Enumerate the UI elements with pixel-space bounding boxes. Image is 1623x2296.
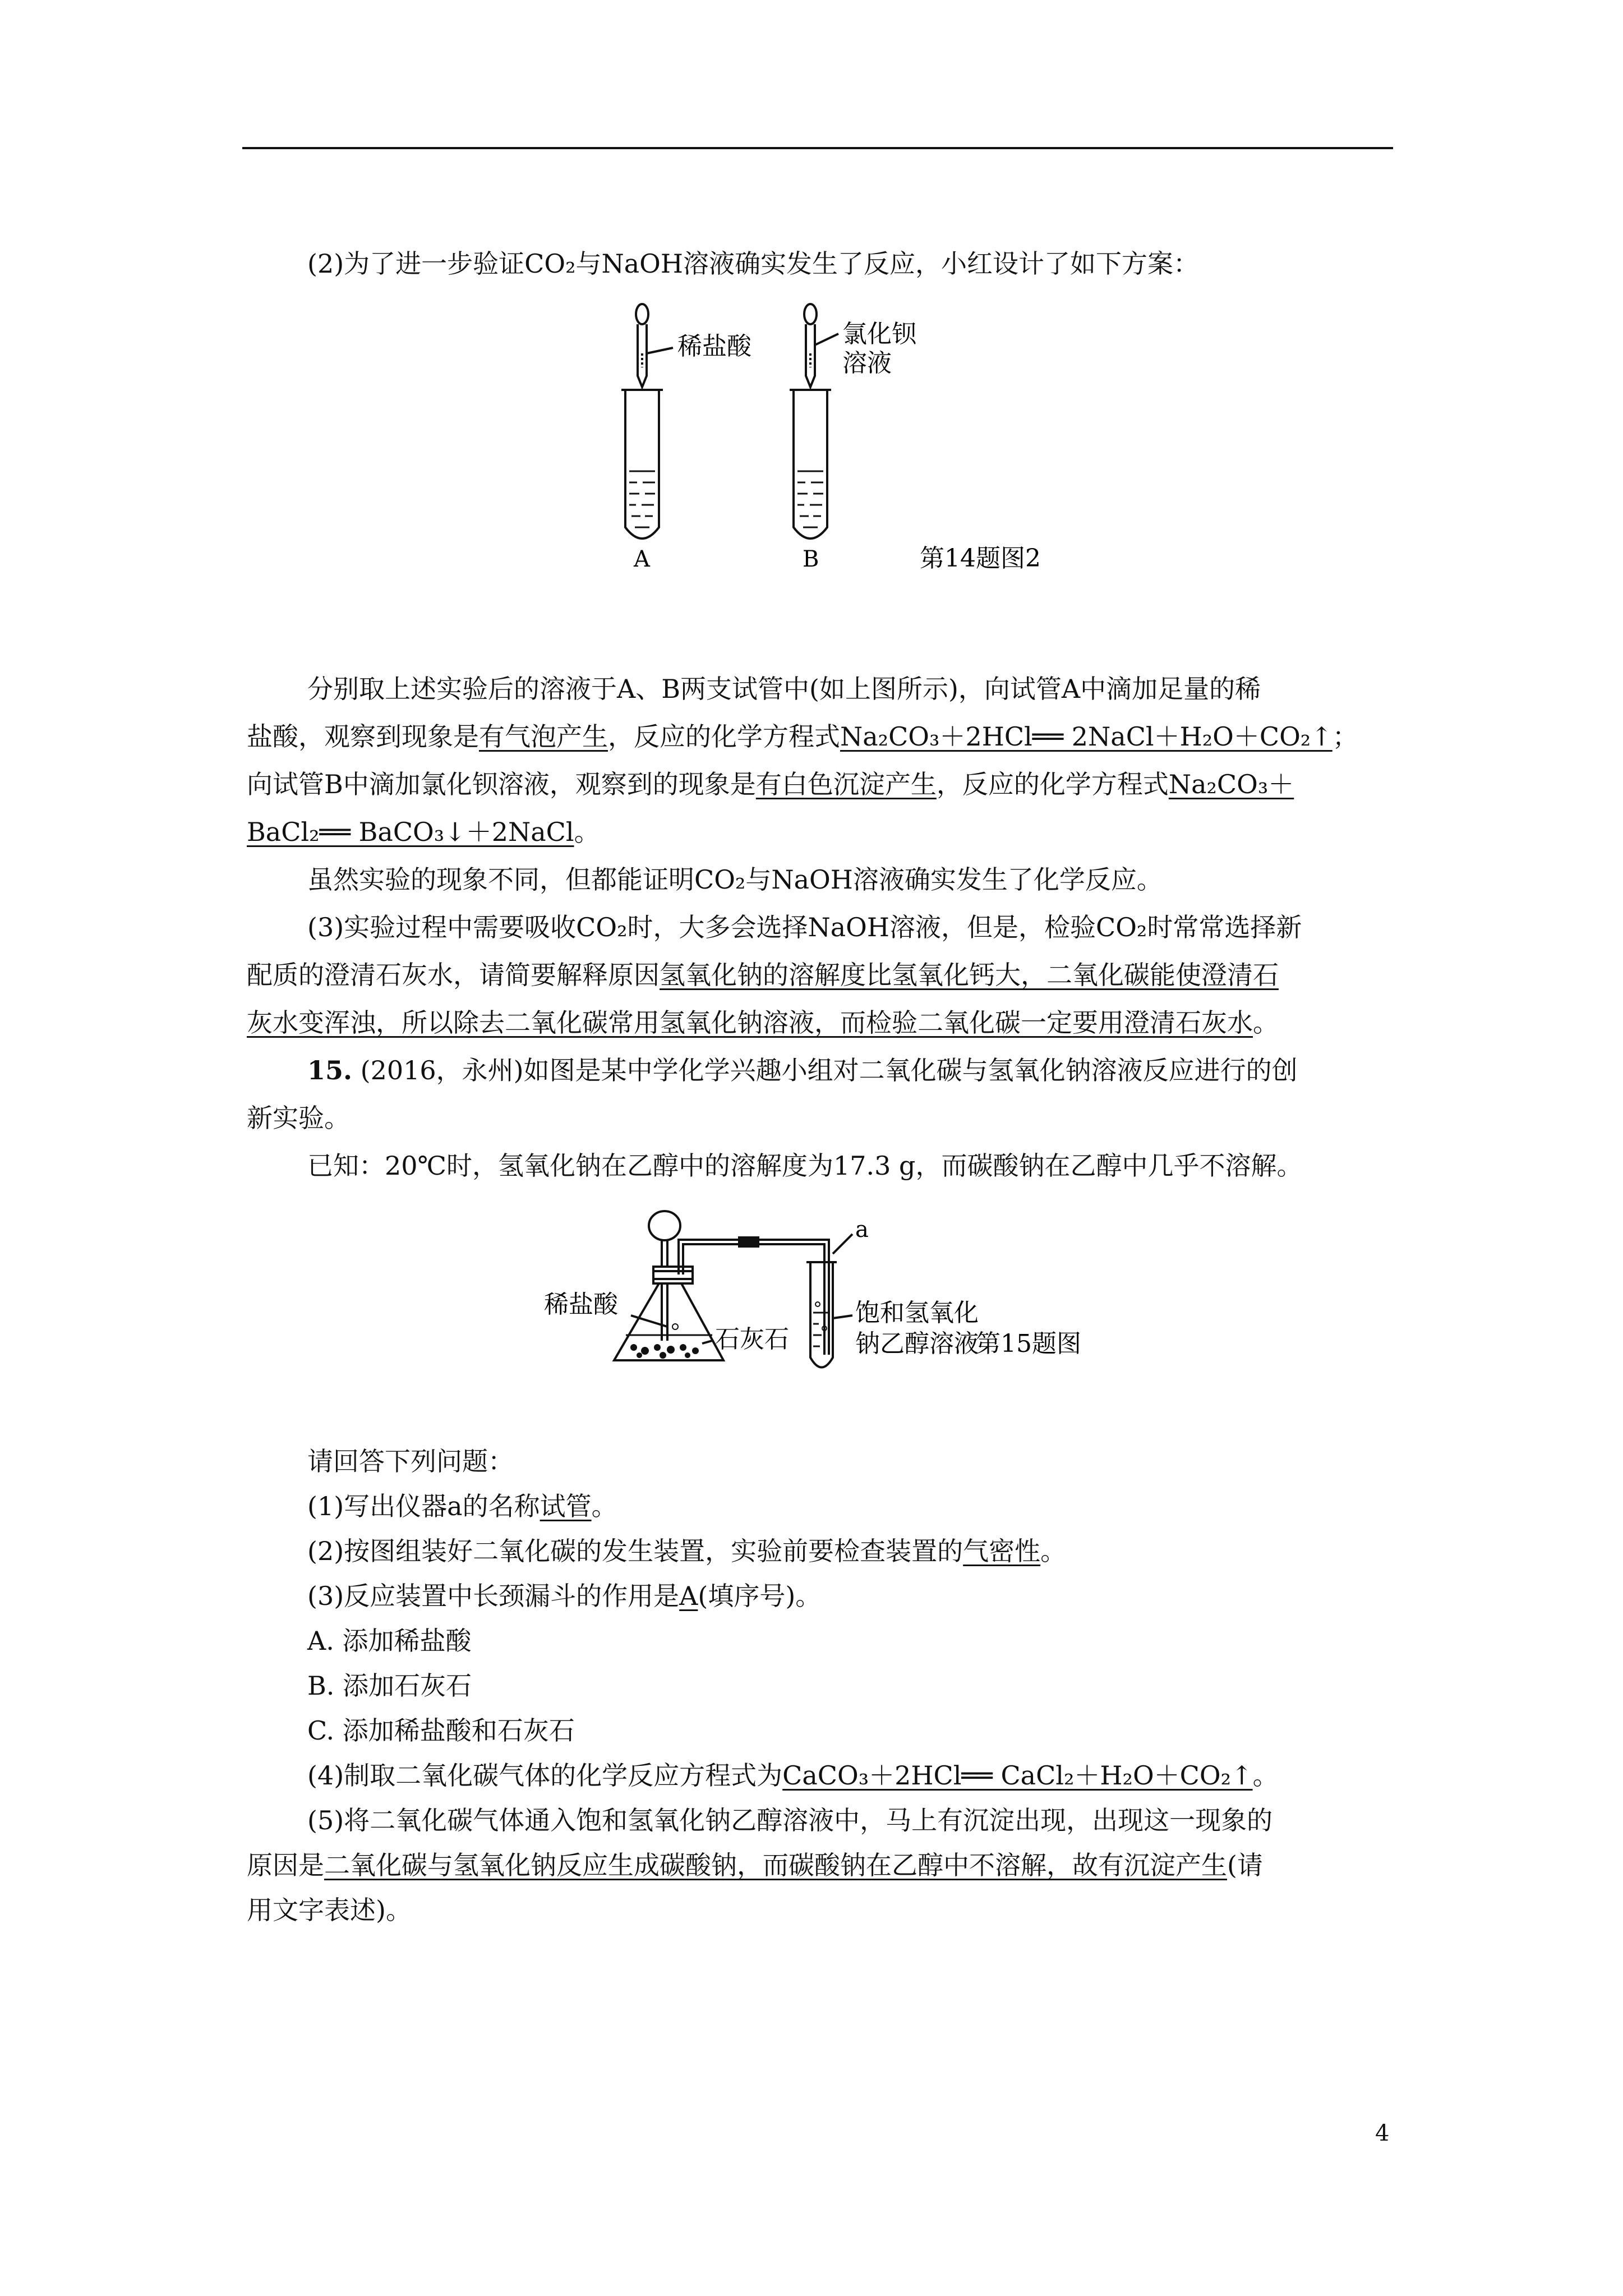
answer-equation-a: Na₂CO₃＋2HCl══ 2NaCl＋H₂O＋CO₂↑ <box>840 721 1332 752</box>
figure-15 <box>538 1200 1189 1369</box>
figure-15-caption: 第15题图 <box>976 1329 1081 1358</box>
q15-known: 已知：20℃时，氢氧化钠在乙醇中的溶解度为17.3 g，而碳酸钠在乙醇中几乎不溶解。 <box>307 1151 1303 1181</box>
q15-line1: 15. (2016，永州)如图是某中学化学兴趣小组对二氧化碳与氢氧化钠溶液反应进行的创 <box>307 1055 1298 1085</box>
q14-p1-line1: 分别取上述实验后的溶液于A、B两支试管中(如上图所示)，向试管A中滴加足量的稀 <box>307 674 1261 704</box>
q14-p3-line3: 灰水变浑浊，所以除去二氧化碳常用氢氧化钠溶液，而检验二氧化碳一定要用澄清石灰水。 <box>247 1007 1279 1038</box>
answer-equation-b-part1: Na₂CO₃＋ <box>1168 769 1294 799</box>
label-limestone: 石灰石 <box>715 1325 789 1354</box>
label-hcl: 稀盐酸 <box>677 332 751 361</box>
q14-p1-line2: 盐酸，观察到现象是有气泡产生，反应的化学方程式Na₂CO₃＋2HCl══ 2NaCl＋H₂O＋CO₂↑； <box>247 721 1358 752</box>
rubber-connector-icon <box>739 1237 758 1246</box>
answer-reason-part2: 灰水变浑浊，所以除去二氧化碳常用氢氧化钠溶液，而检验二氧化碳一定要用澄清石灰水 <box>247 1007 1253 1038</box>
q15-option-b: B. 添加石灰石 <box>307 1671 472 1701</box>
q14-p1-line3: 向试管B中滴加氯化钡溶液，观察到的现象是有白色沉淀产生，反应的化学方程式Na₂CO₃＋ <box>247 769 1294 799</box>
answer-white-precipitate: 有白色沉淀产生 <box>755 769 937 799</box>
q15-option-a: A. 添加稀盐酸 <box>307 1626 472 1656</box>
dropper-b-icon <box>804 304 838 387</box>
q15-option-c: C. 添加稀盐酸和石灰石 <box>307 1715 575 1746</box>
limestone-icon <box>630 1344 699 1359</box>
answer-precipitate-reason: 二氧化碳与氢氧化钠反应生成碳酸钠，而碳酸钠在乙醇中不溶解，故有沉淀产生 <box>324 1850 1227 1880</box>
answer-reason-part1: 氢氧化钠的溶解度比氢氧化钙大，二氧化碳能使澄清石 <box>660 960 1279 990</box>
q14-intro: (2)为了进一步验证CO₂与NaOH溶液确实发生了反应，小红设计了如下方案： <box>307 249 1200 279</box>
q15-sub5-line1: (5)将二氧化碳气体通入饱和氢氧化钠乙醇溶液中，马上有沉淀出现，出现这一现象的 <box>307 1805 1273 1835</box>
label-hcl: 稀盐酸 <box>544 1290 618 1319</box>
q15-ask: 请回答下列问题： <box>307 1446 514 1476</box>
q14-p3-line1: (3)实验过程中需要吸收CO₂时，大多会选择NaOH溶液，但是，检验CO₂时常常选择新 <box>307 912 1302 942</box>
tube-a-label: A <box>634 546 650 572</box>
q14-p3-line2: 配质的澄清石灰水，请简要解释原因氢氧化钠的溶解度比氢氧化钙大，二氧化碳能使澄清石 <box>247 960 1279 990</box>
label-solution-line2: 钠乙醇溶液 <box>855 1329 979 1358</box>
figure-14-2 <box>589 292 1150 572</box>
page-number: 4 <box>1375 2120 1390 2146</box>
q15-sub5-line3: 用文字表述)。 <box>247 1895 412 1925</box>
q15-sub5-line2: 原因是二氧化碳与氢氧化钠反应生成碳酸钠，而碳酸钠在乙醇中不溶解，故有沉淀产生(请 <box>247 1850 1263 1880</box>
q15-sub1: (1)写出仪器a的名称试管。 <box>307 1491 617 1521</box>
answer-equation-b-part2: BaCl₂══ BaCO₃↓＋2NaCl <box>247 817 574 847</box>
label-solution-line1: 饱和氢氧化 <box>855 1299 979 1327</box>
q15-line2: 新实验。 <box>247 1103 350 1133</box>
answer-equation-caco3: CaCO₃＋2HCl══ CaCl₂＋H₂O＋CO₂↑ <box>782 1760 1253 1791</box>
stopper-icon <box>653 1267 693 1283</box>
label-bacl2-line2: 溶液 <box>842 349 892 378</box>
answer-option: A <box>679 1581 698 1611</box>
q15-sub2: (2)按图组装好二氧化碳的发生装置，实验前要检查装置的气密性。 <box>307 1536 1067 1566</box>
q14-p2: 虽然实验的现象不同，但都能证明CO₂与NaOH溶液确实发生了化学反应。 <box>307 864 1163 895</box>
label-a: a <box>855 1217 869 1243</box>
dropper-a-icon <box>636 304 673 387</box>
q14-p1-line4: BaCl₂══ BaCO₃↓＋2NaCl。 <box>247 817 600 847</box>
answer-bubbles: 有气泡产生 <box>479 721 608 752</box>
answer-test-tube: 试管 <box>540 1491 592 1521</box>
q15-number: 15. <box>307 1055 353 1085</box>
header-rule <box>242 147 1393 149</box>
q15-sub3: (3)反应装置中长颈漏斗的作用是A(填序号)。 <box>307 1581 822 1611</box>
test-tube-b-icon <box>790 390 831 539</box>
answer-airtightness: 气密性 <box>963 1536 1041 1566</box>
funnel-bulb-icon <box>649 1211 680 1240</box>
test-tube-a-icon <box>621 390 663 539</box>
q15-sub4: (4)制取二氧化碳气体的化学反应方程式为CaCO₃＋2HCl══ CaCl₂＋H₂O＋CO₂↑。 <box>307 1760 1279 1791</box>
tube-b-label: B <box>803 546 819 572</box>
label-bacl2-line1: 氯化钡 <box>842 320 916 348</box>
figure-14-caption: 第14题图2 <box>920 544 1041 572</box>
